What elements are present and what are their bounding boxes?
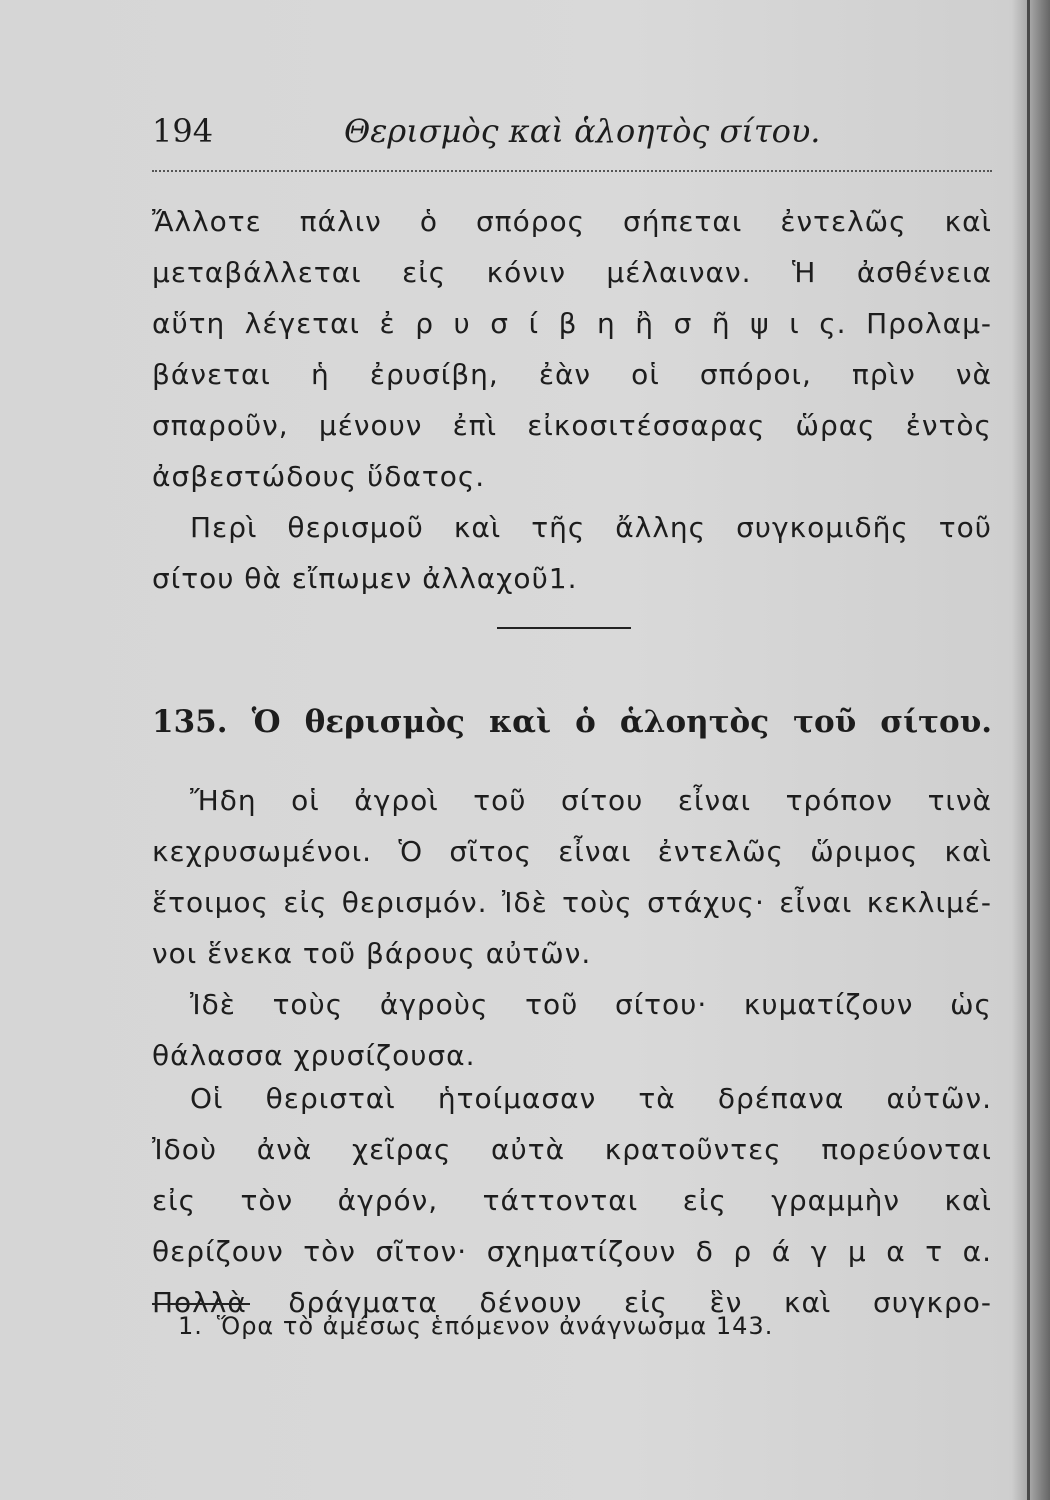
paragraph-ripe-fields [152, 775, 992, 979]
text-line: θερίζουν τὸν σῖτον· σχηματίζουν δ ρ ά γ μ α τ α. [152, 1235, 992, 1268]
text-line: σίτου θὰ εἴπωμεν ἀλλαχοῦ1. [152, 562, 578, 595]
section-divider [497, 627, 631, 629]
section-heading: 135. Ὁ θερισμὸς καὶ ὁ ἁλοητὸς τοῦ σίτου. [152, 704, 992, 740]
text-line: ἕτοιμος εἰς θερισμόν. Ἰδὲ τοὺς στάχυς· εἶναι κεκλιμέ- [152, 886, 992, 919]
paragraph-reapers [152, 1073, 992, 1328]
binding-shadow [1012, 0, 1050, 1500]
binding-edge-line [1027, 0, 1030, 1500]
text-line: Ἤδη οἱ ἀγροὶ τοῦ σίτου εἶναι τρόπον τινὰ [190, 784, 992, 817]
text-line: Ἰδοὺ ἀνὰ χεῖρας αὐτὰ κρατοῦντες πορεύονται [152, 1133, 992, 1166]
footnote-number: 1. [178, 1312, 203, 1340]
text-line: βάνεται ἡ ἐρυσίβη, ἐὰν οἱ σπόροι, πρὶν νὰ [152, 358, 992, 391]
text-line: ἀσβεστώδους ὕδατος. [152, 460, 486, 493]
text-line: Πολλὰ δράγματα δένουν εἰς ἓν καὶ συγκρο- [152, 1286, 992, 1319]
page-number: 194 [152, 112, 214, 150]
footnote-text: Ὅρα τὸ ἀμέσως ἑπόμενον ἀνάγνωσμα 143. [216, 1312, 774, 1340]
footnote [178, 1312, 773, 1340]
text-line: Ἰδὲ τοὺς ἀγροὺς τοῦ σίτου· κυματίζουν ὡς [190, 988, 992, 1021]
text-line: σπαροῦν, μένουν ἐπὶ εἰκοσιτέσσαρας ὥρας ἐντὸς [152, 409, 992, 442]
text-line: εἰς τὸν ἀγρόν, τάττονται εἰς γραμμὴν καὶ [152, 1184, 992, 1217]
paragraph-waving-fields [152, 979, 992, 1081]
text-line: Περὶ θερισμοῦ καὶ τῆς ἄλλης συγκομιδῆς τοῦ [190, 511, 992, 544]
text-line: νοι ἕνεκα τοῦ βάρους αὐτῶν. [152, 937, 592, 970]
text-line: αὕτη λέγεται ἐ ρ υ σ ί β η ἢ σ ῆ ψ ι ς. Προλαμ- [152, 307, 992, 340]
text-line: Ἄλλοτε πάλιν ὁ σπόρος σήπεται ἐντελῶς καὶ [152, 205, 992, 238]
running-header [152, 112, 992, 162]
text-line: κεχρυσωμένοι. Ὁ σῖτος εἶναι ἐντελῶς ὥριμος καὶ [152, 835, 992, 868]
footnote-rule [152, 1303, 250, 1305]
header-rule [152, 170, 992, 172]
text-line: θάλασσα χρυσίζουσα. [152, 1039, 476, 1072]
running-title: Θερισμὸς καὶ ἁλοητὸς σίτου. [344, 112, 821, 150]
paragraph-harvest-reference [152, 502, 992, 604]
text-line: Οἱ θερισταὶ ἡτοίμασαν τὰ δρέπανα αὐτῶν. [190, 1082, 992, 1115]
text-line: μεταβάλλεται εἰς κόνιν μέλαιναν. Ἡ ἀσθένεια [152, 256, 992, 289]
paragraph-blight [152, 196, 992, 502]
